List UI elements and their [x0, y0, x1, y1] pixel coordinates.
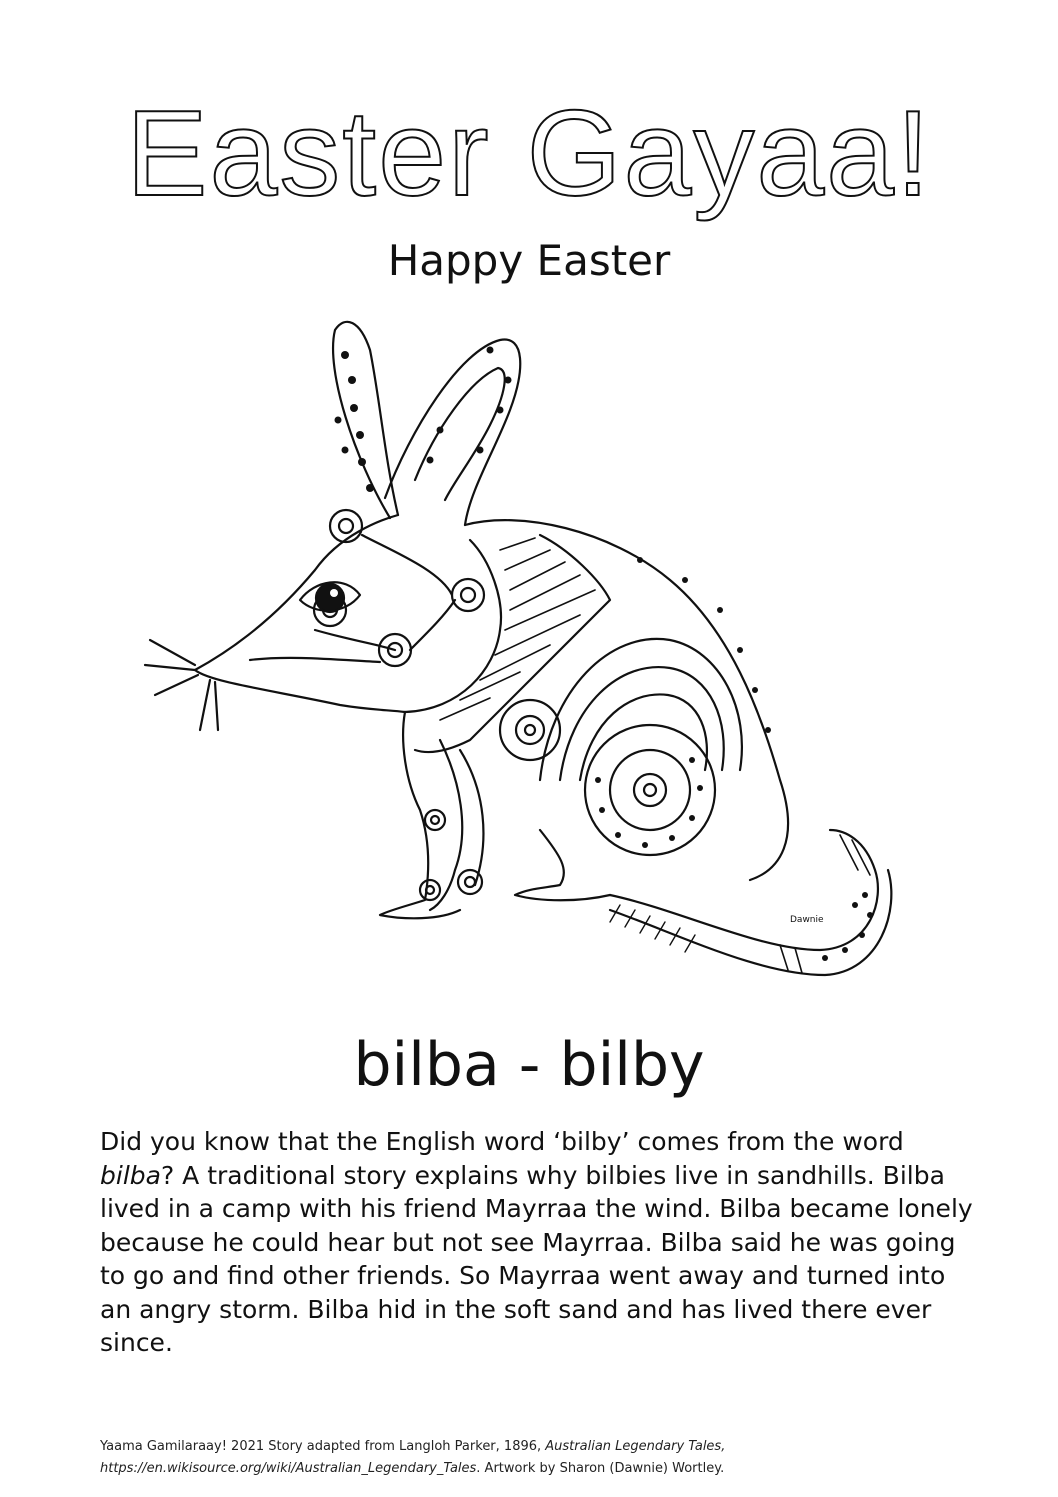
credit-source-link[interactable]: Australian Legendary Tales, https://en.wikisource.org/wiki/Australian_Legendary_Tales [100, 1439, 726, 1476]
body-text-1: Did you know that the English word ‘bilby’ comes from the word [100, 1127, 904, 1156]
section-heading: bilba - bilby [353, 1030, 705, 1100]
credit-text-1: Yaama Gamilaraay! 2021 Story adapted from Langloh Parker, 1896, [100, 1439, 546, 1454]
credit-line [100, 1436, 980, 1480]
credit-text-2: . Artwork by Sharon (Dawnie) Wortley. [476, 1461, 725, 1476]
artist-signature: Dawnie [790, 915, 824, 925]
body-text-italic: bilba [100, 1160, 161, 1190]
page-title: Easter Gayaa! [126, 85, 932, 221]
body-text-2: ? A traditional story explains why bilbies live in sandhills. Bilba lived in a camp with his friend Mayrraa the wind. Bilba became lonely because he could hear but not see Mayrraa. Bilba said he was going to go and find other friends. So Mayrraa went away and turned into an angry storm. Bilba hid in the soft sand and has lived there ever since. [100, 1160, 973, 1357]
page-subtitle: Happy Easter [387, 236, 671, 285]
body-paragraph [100, 1125, 980, 1360]
bilby-illustration-icon [140, 310, 900, 1010]
